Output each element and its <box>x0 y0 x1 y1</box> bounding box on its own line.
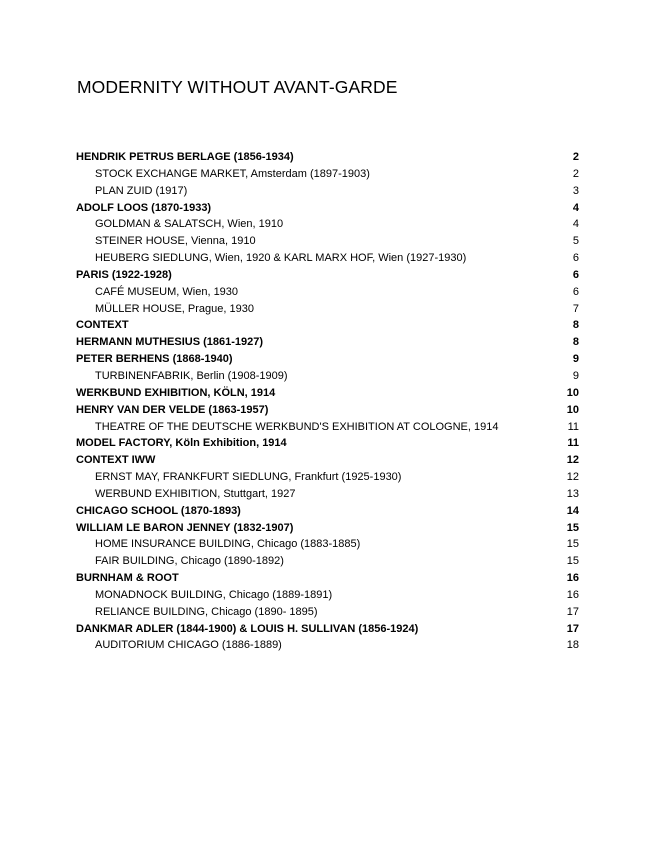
toc-entry-title: MONADNOCK BUILDING, Chicago (1889-1891) <box>95 588 333 601</box>
toc-entry-title: ADOLF LOOS (1870-1933) <box>76 201 212 214</box>
toc-section-entry[interactable] <box>76 317 579 334</box>
toc-section-entry[interactable] <box>76 334 579 351</box>
toc-page-number: 14 <box>566 504 579 517</box>
toc-section-entry[interactable] <box>76 351 579 368</box>
toc-entry-title: AUDITORIUM CHICAGO (1886-1889) <box>95 639 282 652</box>
toc-subsection-entry[interactable] <box>76 486 579 503</box>
toc-entry-title: STOCK EXCHANGE MARKET, Amsterdam (1897-1903) <box>95 167 370 180</box>
toc-entry-title: HEUBERG SIEDLUNG, Wien, 1920 & KARL MARX HOF, Wien (1927-1930) <box>95 252 467 265</box>
toc-entry-title: CHICAGO SCHOOL (1870-1893) <box>76 504 241 517</box>
toc-entry-title: HENDRIK PETRUS BERLAGE (1856-1934) <box>76 151 294 163</box>
toc-entry-title: HENRY VAN DER VELDE (1863-1957) <box>76 403 269 416</box>
toc-page-number: 18 <box>566 639 579 652</box>
toc-subsection-entry[interactable] <box>76 368 579 385</box>
toc-page-number: 8 <box>572 336 579 349</box>
toc-entry-title: WERKBUND EXHIBITION, KÖLN, 1914 <box>76 386 276 399</box>
toc-subsection-entry[interactable] <box>76 637 579 654</box>
toc-subsection-entry[interactable] <box>76 604 579 621</box>
toc-section-entry[interactable] <box>76 402 579 419</box>
toc-section-entry[interactable] <box>76 267 579 284</box>
toc-entry-title: FAIR BUILDING, Chicago (1890-1892) <box>95 555 284 568</box>
toc-subsection-entry[interactable] <box>76 536 579 553</box>
toc-page-number: 10 <box>566 403 579 416</box>
toc-entry-title: CAFÉ MUSEUM, Wien, 1930 <box>95 285 239 298</box>
toc-page-number: 16 <box>566 588 579 601</box>
toc-entry-title: PLAN ZUID (1917) <box>95 184 188 197</box>
toc-section-entry[interactable] <box>76 570 579 587</box>
toc-subsection-entry[interactable] <box>76 233 579 250</box>
toc-page-number: 12 <box>566 471 579 484</box>
toc-page-number: 11 <box>567 420 579 433</box>
toc-subsection-entry[interactable] <box>76 553 579 570</box>
toc-page-number: 16 <box>566 572 579 585</box>
toc-subsection-entry[interactable] <box>76 284 579 301</box>
toc-page-number: 6 <box>572 268 579 281</box>
toc-page-number: 15 <box>566 521 579 534</box>
toc-page-number: 15 <box>566 555 579 568</box>
toc-subsection-entry[interactable] <box>76 166 579 183</box>
toc-page-number: 5 <box>572 235 579 248</box>
toc-page-number: 9 <box>572 369 579 382</box>
toc-entry-title: WERBUND EXHIBITION, Stuttgart, 1927 <box>95 487 296 500</box>
toc-section-entry[interactable] <box>76 503 579 520</box>
toc-section-entry[interactable] <box>76 385 579 402</box>
toc-page-number: 6 <box>572 252 579 265</box>
toc-entry-title: MÜLLER HOUSE, Prague, 1930 <box>95 302 254 315</box>
toc-entry-title: CONTEXT IWW <box>76 454 156 467</box>
toc-entry-title: BURNHAM & ROOT <box>76 572 179 585</box>
toc-page-number: 10 <box>566 386 579 399</box>
toc-page-number: 4 <box>572 218 579 231</box>
toc-entry-title: RELIANCE BUILDING, Chicago (1890- 1895) <box>95 605 318 618</box>
toc-entry-title: DANKMAR ADLER (1844-1900) & LOUIS H. SULLIVAN (1856-1924) <box>76 622 419 635</box>
toc-subsection-entry[interactable] <box>76 469 579 486</box>
toc-section-entry[interactable] <box>76 200 579 217</box>
toc-subsection-entry[interactable] <box>76 419 579 436</box>
toc-section-entry[interactable] <box>76 520 579 537</box>
toc-subsection-entry[interactable] <box>76 587 579 604</box>
toc-page-number: 2 <box>572 151 579 163</box>
toc-entry-title: ERNST MAY, FRANKFURT SIEDLUNG, Frankfurt (1925-1930) <box>95 471 402 484</box>
toc-section-entry[interactable] <box>76 149 579 166</box>
toc-page-number: 6 <box>572 285 579 298</box>
toc-page-number: 17 <box>566 605 579 618</box>
toc-page-number: 9 <box>572 353 579 366</box>
toc-page-number: 13 <box>566 487 579 500</box>
table-of-contents <box>76 149 579 654</box>
toc-subsection-entry[interactable] <box>76 250 579 267</box>
toc-page-number: 17 <box>566 622 579 635</box>
toc-subsection-entry[interactable] <box>76 301 579 318</box>
toc-entry-title: THEATRE OF THE DEUTSCHE WERKBUND'S EXHIBITION AT COLOGNE, 1914 <box>95 420 499 433</box>
toc-entry-title: WILLIAM LE BARON JENNEY (1832-1907) <box>76 521 294 534</box>
toc-entry-title: CONTEXT <box>76 319 129 332</box>
toc-page-number: 8 <box>572 319 579 332</box>
toc-entry-title: PETER BERHENS (1868-1940) <box>76 353 233 366</box>
toc-section-entry[interactable] <box>76 452 579 469</box>
toc-entry-title: PARIS (1922-1928) <box>76 268 172 281</box>
toc-page-number: 3 <box>572 184 579 197</box>
toc-page-number: 2 <box>572 167 579 180</box>
toc-subsection-entry[interactable] <box>76 216 579 233</box>
toc-page-number: 15 <box>566 538 579 551</box>
toc-page-number: 7 <box>572 302 579 315</box>
toc-page-number: 12 <box>566 454 579 467</box>
toc-section-entry[interactable] <box>76 621 579 638</box>
toc-entry-title: HOME INSURANCE BUILDING, Chicago (1883-1885) <box>95 538 361 551</box>
toc-subsection-entry[interactable] <box>76 183 579 200</box>
toc-entry-title: MODEL FACTORY, Köln Exhibition, 1914 <box>76 437 287 450</box>
toc-entry-title: STEINER HOUSE, Vienna, 1910 <box>95 235 256 248</box>
toc-entry-title: HERMANN MUTHESIUS (1861-1927) <box>76 336 264 349</box>
toc-entry-title: TURBINENFABRIK, Berlin (1908-1909) <box>95 369 288 382</box>
document-title: MODERNITY WITHOUT AVANT-GARDE <box>77 77 398 97</box>
toc-page-number: 4 <box>572 201 579 214</box>
toc-entry-title: GOLDMAN & SALATSCH, Wien, 1910 <box>95 218 284 231</box>
toc-page-number: 11 <box>567 437 579 450</box>
toc-section-entry[interactable] <box>76 435 579 452</box>
